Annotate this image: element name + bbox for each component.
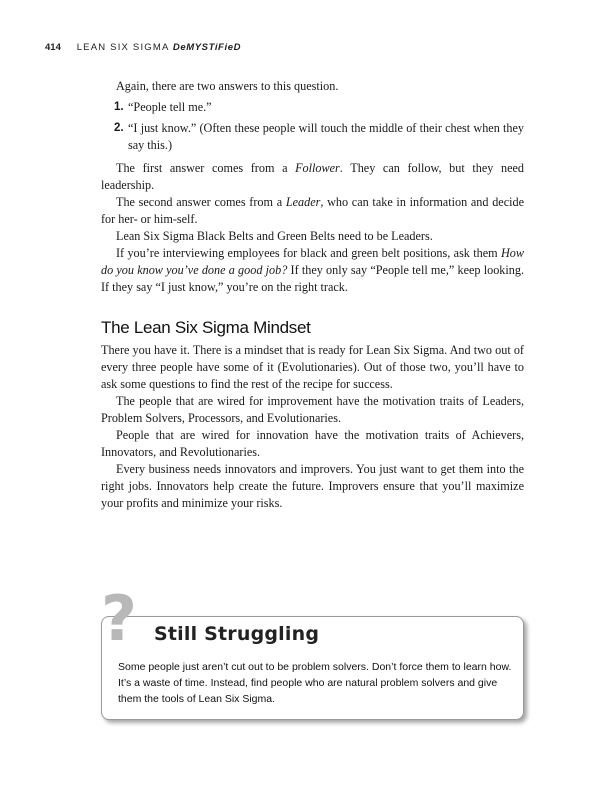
- question-mark-icon: ?: [101, 582, 137, 655]
- callout-text: Some people just aren’t cut out to be problem solvers. Don’t force them to learn how. It’s a waste of time. Instead, find people who are natural problem solvers and give them the tools of Lean Six Sigma.: [118, 661, 512, 705]
- paragraph-follower: The first answer comes from a Follower. They can follow, but they need leadership.: [101, 161, 524, 192]
- callout-title: Still Struggling: [154, 623, 320, 645]
- list-number: 1.: [114, 101, 124, 113]
- paragraph-interview: If you’re interviewing employees for black and green belt positions, ask them How do you know you’ve done a good job? If they only say “People tell me,” keep looking. If they say “I just know,” you’re on the right track.: [101, 246, 524, 294]
- list-number: 2.: [114, 122, 124, 134]
- list-item: [101, 99, 524, 116]
- section-paragraph: Every business needs innovators and improvers. You just want to get them into the right jobs. Innovators help create the future. Improvers ensure that you’ll maximize your profits and minimize your risks.: [101, 462, 524, 510]
- section-paragraph: The people that are wired for improvement have the motivation traits of Leaders, Problem Solvers, Processors, and Evolutionaries.: [101, 394, 524, 425]
- paragraph-leader: The second answer comes from a Leader, who can take in information and decide for her- or him-self.: [101, 195, 524, 226]
- section-heading: The Lean Six Sigma Mindset: [101, 318, 311, 337]
- intro-paragraph: Again, there are two answers to this question.: [116, 79, 339, 93]
- term-leader: Leader: [285, 195, 321, 209]
- list-text: “People tell me.”: [128, 100, 212, 114]
- section-paragraph: People that are wired for innovation have the motivation traits of Achievers, Innovators, and Revolutionaries.: [101, 428, 524, 459]
- interview-question: How do you know you’ve done a good job?: [101, 246, 524, 277]
- still-struggling-callout: [101, 582, 524, 720]
- section-paragraph: There you have it. There is a mindset that is ready for Lean Six Sigma. And two out of every three people have some of it (Evolutionaries). Out of those two, you’ll have to ask some questions to find the rest of the recipe for success.: [101, 343, 524, 391]
- book-subtitle: DeMYSTiFieD: [172, 42, 242, 53]
- main-text: [101, 78, 524, 512]
- page-number: 414: [45, 42, 61, 53]
- running-head: [45, 42, 241, 53]
- paragraph-belts: Lean Six Sigma Black Belts and Green Belts need to be Leaders.: [116, 229, 433, 243]
- book-title: LEAN SIX SIGMA: [76, 42, 170, 53]
- answer-list: [101, 99, 524, 154]
- term-follower: Follower: [295, 161, 340, 175]
- list-text: “I just know.” (Often these people will touch the middle of their chest when they say this.): [128, 121, 524, 152]
- callout-box: [101, 616, 524, 720]
- list-item: [101, 120, 524, 154]
